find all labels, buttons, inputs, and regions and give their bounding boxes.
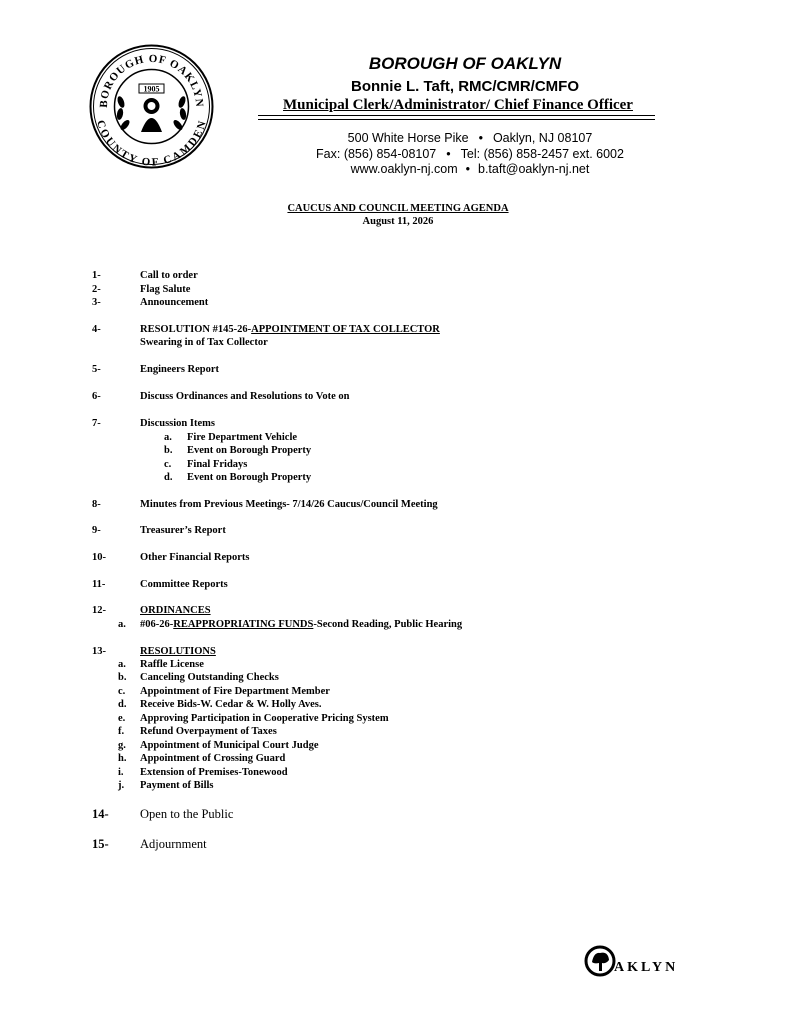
email[interactable]: b.taft@oaklyn-nj.net	[478, 162, 590, 176]
sub-letter: i.	[118, 767, 124, 778]
resolution-prefix: RESOLUTION #145-26-	[140, 324, 252, 335]
agenda-item-resolutions: RESOLUTIONS	[140, 646, 216, 657]
item-number: 14-	[92, 807, 109, 821]
ordinance-sub-item	[140, 618, 462, 631]
discussion-sub-item: Event on Borough Property	[187, 445, 312, 456]
sub-letter: f.	[118, 726, 125, 737]
resolution-sub-item: Receive Bids-W. Cedar & W. Holly Aves.	[140, 699, 322, 710]
agenda-item-discuss-ordinances: Discuss Ordinances and Resolutions to Vote on	[140, 391, 350, 402]
item-number: 11-	[92, 579, 106, 590]
sub-letter: b.	[118, 672, 127, 683]
sub-letter: d.	[164, 472, 173, 483]
seal-bottom-text: COUNTY OF CAMDEN	[93, 118, 210, 169]
agenda-item-committee-reports: Committee Reports	[140, 579, 228, 590]
address: 500 White Horse Pike	[347, 131, 469, 145]
item-number: 15-	[92, 837, 109, 851]
item-number: 7-	[92, 418, 101, 429]
sub-letter: a.	[118, 659, 126, 670]
item-number: 5-	[92, 364, 101, 375]
agenda-item-call-to-order: Call to order	[140, 270, 198, 281]
city: Oaklyn, NJ 08107	[492, 131, 593, 145]
sub-letter: h.	[118, 753, 127, 764]
seal-year: 1905	[143, 84, 160, 94]
agenda-item-resolution-145	[140, 323, 440, 336]
agenda-item-ordinances: ORDINANCES	[140, 605, 211, 616]
clerk-titles: Municipal Clerk/Administrator/ Chief Finance Officer	[283, 97, 633, 113]
discussion-sub-item: Event on Borough Property	[187, 472, 312, 483]
agenda-item-discussion-items: Discussion Items	[140, 418, 215, 429]
footer-logo-text: AKLYN	[614, 960, 679, 975]
bullet-icon: •	[478, 131, 483, 145]
item-number: 2-	[92, 284, 101, 295]
resolution-sub-item: Approving Participation in Cooperative Pricing System	[140, 713, 389, 724]
item-number: 8-	[92, 499, 101, 510]
sub-letter: a.	[118, 619, 126, 630]
ordinance-number: #06-26-	[140, 619, 174, 630]
ordinance-title: REAPPROPRIATING FUNDS	[173, 619, 314, 630]
bullet-icon: •	[446, 147, 451, 161]
item-number: 6-	[92, 391, 101, 402]
tel: Tel: (856) 858-2457 ext. 6002	[460, 147, 624, 161]
agenda-item-adjournment: Adjournment	[140, 837, 207, 851]
sub-letter: c.	[118, 686, 126, 697]
item-number: 3-	[92, 297, 101, 308]
website[interactable]: www.oaklyn-nj.com	[350, 162, 458, 176]
agenda-item-minutes: Minutes from Previous Meetings- 7/14/26 Caucus/Council Meeting	[140, 499, 438, 510]
sub-letter: d.	[118, 699, 127, 710]
resolution-sub-item: Appointment of Fire Department Member	[140, 686, 330, 697]
discussion-sub-item: Fire Department Vehicle	[187, 432, 298, 443]
fax: Fax: (856) 854-08107	[316, 147, 437, 161]
agenda-item-announcement: Announcement	[140, 297, 209, 308]
item-number: 12-	[92, 605, 106, 616]
agenda-item-treasurers-report: Treasurer’s Report	[140, 525, 226, 536]
discussion-sub-item: Final Fridays	[187, 459, 248, 470]
item-number: 10-	[92, 552, 106, 563]
sub-letter: c.	[164, 459, 172, 470]
resolution-sub-item: Payment of Bills	[140, 780, 214, 791]
agenda-item-flag-salute: Flag Salute	[140, 284, 191, 295]
item-number: 1-	[92, 270, 101, 281]
header-rule-bottom	[258, 119, 655, 120]
item-number: 4-	[92, 324, 101, 335]
sub-letter: j.	[118, 780, 125, 791]
contact-web-line	[260, 162, 680, 176]
borough-seal	[89, 44, 214, 169]
sub-letter: e.	[118, 713, 126, 724]
item-number: 9-	[92, 525, 101, 536]
resolution-sub-item: Appointment of Municipal Court Judge	[140, 740, 319, 751]
agenda-subline-swearing-in: Swearing in of Tax Collector	[140, 337, 268, 348]
bullet-icon: •	[465, 162, 470, 176]
agenda-item-financial-reports: Other Financial Reports	[140, 552, 250, 563]
resolution-title: APPOINTMENT OF TAX COLLECTOR	[251, 324, 440, 335]
contact-address-line	[260, 131, 680, 145]
header-title: BOROUGH OF OAKLYN	[368, 54, 562, 73]
resolution-sub-item: Extension of Premises-Tonewood	[140, 767, 288, 778]
resolution-sub-item: Raffle License	[140, 659, 204, 670]
resolution-sub-item: Canceling Outstanding Checks	[140, 672, 279, 683]
ordinance-suffix: -Second Reading, Public Hearing	[313, 619, 463, 630]
seal-top-text: BOROUGH OF OAKLYN	[97, 52, 206, 109]
sub-letter: b.	[164, 445, 173, 456]
clerk-name: Bonnie L. Taft, RMC/CMR/CMFO	[350, 78, 580, 95]
agenda-item-engineers-report: Engineers Report	[140, 364, 220, 375]
header-rule-top	[258, 115, 655, 116]
resolution-sub-item: Refund Overpayment of Taxes	[140, 726, 277, 737]
contact-phone-line	[260, 147, 680, 161]
resolution-sub-item: Appointment of Crossing Guard	[140, 753, 286, 764]
agenda-title: CAUCUS AND COUNCIL MEETING AGENDA	[287, 203, 509, 214]
sub-letter: g.	[118, 740, 126, 751]
item-number: 13-	[92, 646, 106, 657]
agenda-item-open-to-public: Open to the Public	[140, 807, 234, 821]
agenda-date: August 11, 2026	[362, 216, 434, 227]
sub-letter: a.	[164, 432, 172, 443]
